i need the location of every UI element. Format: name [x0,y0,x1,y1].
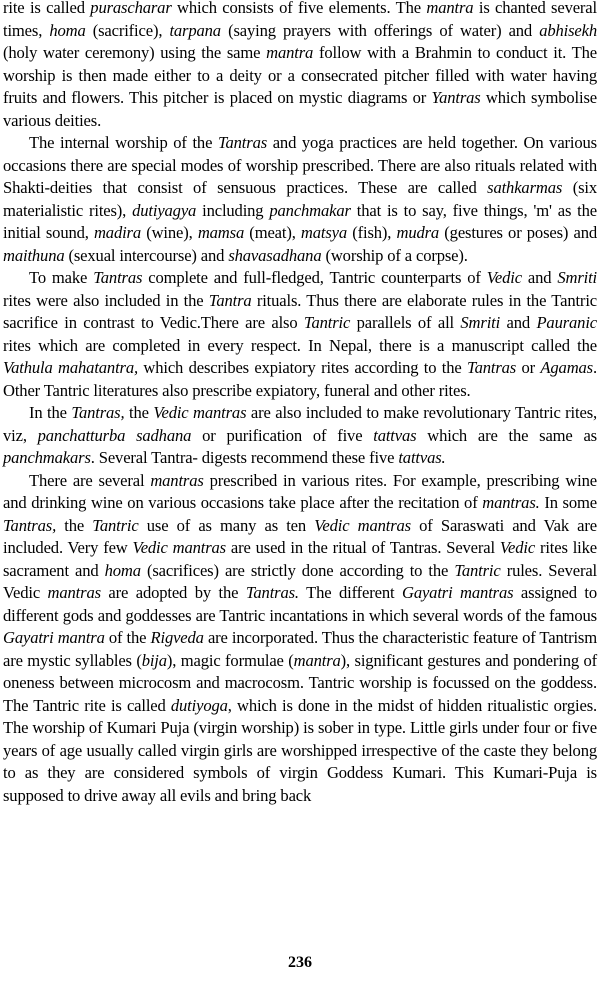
text-run: of Saraswati and Vak are included. Very few [3,515,597,557]
text-run: are used in the ritual of Tantras. Several [226,538,500,557]
italic-term: Tantras [93,268,143,287]
italic-term: Pauranic [536,313,597,332]
text-run: that is to say, five things, 'm' as the initial sound, [3,200,597,242]
text-run: and yoga practices are held together. On various occasions there are special modes of worship prescribed. There are also rituals related with Shakti-deities that consist of sensuous practices. These are called [3,133,597,197]
italic-term: Vedic [486,268,522,287]
italic-term: Tantras. [245,583,299,602]
italic-term: panchmakars [3,448,91,467]
italic-term: Tantras, [71,403,125,422]
italic-term: Tantra [208,290,252,310]
italic-term: Yantras [431,88,481,107]
italic-term: Gayatri mantras [401,583,514,602]
paragraph [3,267,597,402]
italic-term: shavasadhana [228,245,322,265]
paragraph [3,470,597,808]
text-run: the [124,403,154,422]
italic-term: mantras [47,583,101,602]
text-run: including [196,200,270,220]
paragraph [3,402,597,470]
italic-term: mudra [396,223,440,242]
text-run: In some [539,493,597,512]
text-run: To make [29,268,94,287]
text-run: are also included to make revolutionary Tantric rites, viz, [3,403,598,445]
text-run: (fish), [347,223,397,242]
italic-term: Agamas [540,358,593,377]
italic-term: mantra [266,43,314,62]
text-run: (sacrifices) are strictly done according to the [140,560,455,580]
text-run: prescribed in various rites. For example, prescribing wine and drinking wine on various occasions take place after the recitation of [3,470,597,512]
text-run: (worship of a corpse). [321,245,468,265]
text-run: and [521,268,558,287]
italic-term: bija [141,650,167,670]
italic-term: Vedic mantras [153,403,247,422]
text-run: (six materialistic rites), [3,178,597,220]
text-run: ), significant gestures and pondering of oneness between microcosm and macrocosm. Tantric worship is focussed on the goddess. The Tantric rite is called [3,650,598,715]
text-run: . Several Tantra- digests recommend these five [90,448,399,467]
text-run: rite is called [3,0,91,17]
text-run: . Other Tantric literatures also prescribe expiatory, funeral and other rites. [3,358,597,400]
italic-term: Tantric [454,560,501,580]
paragraph [3,132,597,267]
text-run: complete and full-fledged, Tantric counterparts of [142,268,487,287]
text-run: of the [104,628,151,647]
text-run: (saying prayers with offerings of water) and [220,20,540,40]
text-run: There are several [29,470,151,490]
body-text [3,0,597,807]
text-run: are adopted by the [100,583,246,602]
italic-term: mamsa [197,223,245,242]
text-run: which describes expiatory rites according to the [138,358,468,377]
text-run: In the [29,403,72,422]
italic-term: Vedic mantras [132,538,226,557]
italic-term: panchatturba sadhana [37,425,192,445]
paragraph [3,0,597,132]
italic-term: homa [49,20,86,40]
text-run: is chanted several times, [3,0,597,40]
italic-term: Rigveda [150,628,204,647]
text-run: use of as many as ten [138,515,315,535]
text-run: The different [298,583,402,602]
text-run: which are the same as [416,425,597,445]
italic-term: Smriti [557,268,598,287]
italic-term: matsya [300,223,348,242]
text-run: parallels of all [350,313,461,332]
italic-term: maithuna [3,245,65,265]
text-run: , which is done in the midst of hidden ritualistic orgies. The worship of Kumari Puja (virgin worship) is sober in type. Little girls under four or five years of age usually called virgin girls are worshipped irrespective of the caste they belong to as they are considered symbols of virgin Goddess Kumari. This Kumari-Puja is supposed to drive away all evils and bring back [3,695,597,805]
italic-term: dutiyoga [170,695,228,715]
italic-term: homa [104,560,141,580]
text-run: or purification of five [191,425,374,445]
text-run: ), magic formulae ( [166,650,294,670]
italic-term: Tantras [467,358,517,377]
text-run: rules. Several Vedic [3,560,597,602]
italic-term: Tantras [217,133,268,152]
text-run: and [500,313,537,332]
text-run: rites like sacrament and [3,538,597,580]
text-run: which consists of five elements. The [171,0,427,17]
text-run: (gestures or poses) and [439,223,597,242]
text-run: the [56,515,93,535]
italic-term: tarpana [169,20,221,40]
text-run: follow with a Brahmin to conduct it. The worship is then made either to a deity or a consecrated pitcher filled with water having fruits and flowers. This pitcher is placed on mystic diagrams or [3,43,597,107]
text-run: (sacrifice), [85,20,170,40]
italic-term: Tantras, [3,515,57,535]
italic-term: mantras [150,470,204,490]
text-run: which symbolise various deities. [3,88,597,130]
italic-term: abhisekh [539,20,597,40]
text-run: are incorporated. Thus the characteristic feature of Tantrism are mystic syllables ( [3,628,597,670]
italic-term: Tantric [303,313,351,332]
italic-term: tattvas. [398,448,446,467]
italic-term: Vedic mantras [314,515,411,535]
italic-term: sathkarmas [487,178,563,197]
italic-term: Tantric [92,515,139,535]
page-number: 236 [288,954,312,971]
text-run: or [516,358,541,377]
text-run: (holy water ceremony) using the same [3,43,267,62]
italic-term: tattvas [373,425,417,445]
italic-term: madira [93,223,142,242]
italic-term: panchmakar [269,200,351,220]
italic-term: Smriti [460,313,501,332]
italic-term: dutiyagya [132,200,197,220]
text-run: rites were also included in the [3,290,209,310]
text-run: (wine), [141,223,198,242]
italic-term: Vedic [499,538,536,557]
italic-term: purascharar [90,0,172,17]
italic-term: mantras. [482,493,540,512]
italic-term: Vathula mahatantra, [3,358,138,377]
text-run: (sexual intercourse) and [64,245,229,265]
italic-term: Gayatri mantra [3,628,105,647]
text-run: rites which are completed in every respect. In Nepal, there is a manuscript called the [3,335,597,355]
italic-term: mantra [426,0,474,17]
text-run: (meat), [244,223,301,242]
text-run: rituals. Thus there are elaborate rules in the Tantric sacrifice in contrast to Vedic.There are also [3,290,597,332]
text-run: assigned to different gods and goddesses are Tantric incantations in which several words of the famous [3,583,597,625]
italic-term: mantra [293,650,341,670]
text-run: The internal worship of the [29,133,218,152]
